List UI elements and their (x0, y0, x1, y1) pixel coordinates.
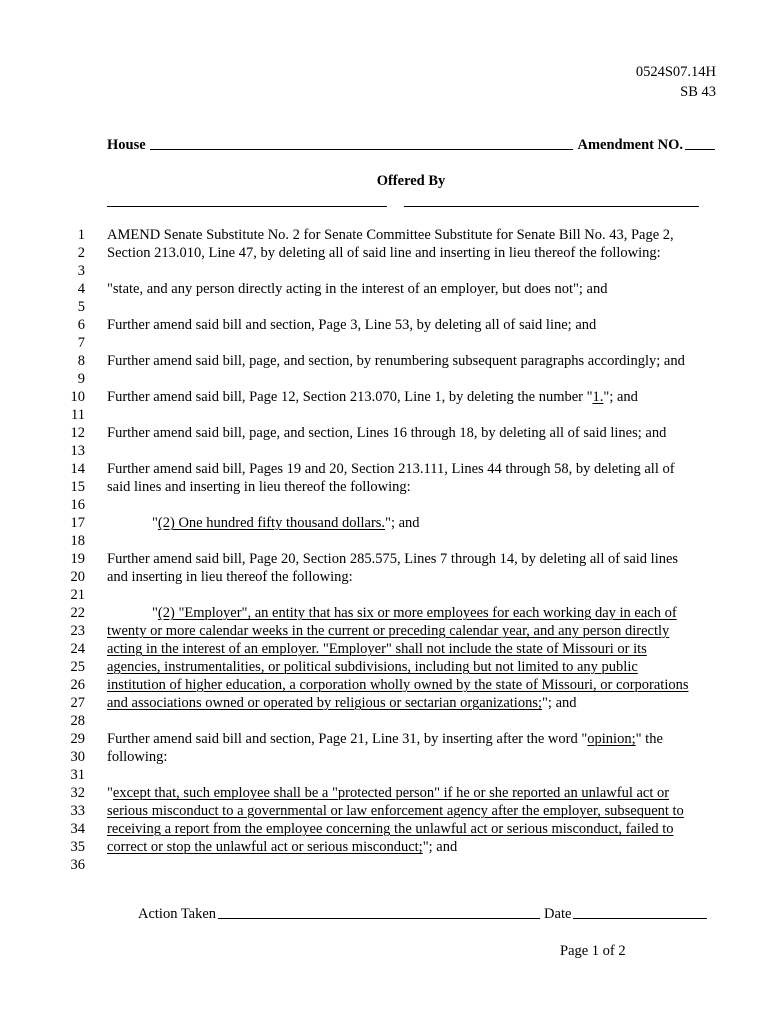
line-number: 7 (77, 335, 85, 351)
line-text (107, 226, 674, 244)
action-taken-blank (218, 918, 540, 919)
line-text (107, 694, 577, 712)
line-number: 26 (70, 677, 85, 693)
line-number: 29 (70, 731, 85, 747)
line-number: 35 (70, 839, 85, 855)
line-text (107, 784, 669, 802)
line-number: 34 (70, 821, 85, 837)
line-number: 2 (77, 245, 85, 261)
line-number: 27 (70, 695, 85, 711)
line-number: 9 (77, 371, 85, 387)
text-segment: "; and (603, 389, 638, 405)
page-number: Page 1 of 2 (560, 943, 626, 959)
line-number: 3 (77, 263, 85, 279)
line-text (107, 676, 689, 694)
line-number: 22 (70, 605, 85, 621)
line-text (107, 244, 661, 262)
text-segment: Further amend said bill and section, Page 21, Line 31, by inserting after the word " (107, 731, 588, 747)
inserted-text: correct or stop the unlawful act or serious misconduct; (107, 839, 423, 855)
text-segment: Further amend said bill and section, Page 3, Line 53, by deleting all of said line; and (107, 317, 597, 333)
inserted-text: receiving a report from the employee concerning the unlawful act or serious misconduct, failed to (107, 821, 674, 837)
line-text (107, 802, 684, 820)
text-segment: and inserting in lieu thereof the following: (107, 569, 353, 585)
line-text (107, 820, 674, 838)
line-number: 6 (77, 317, 85, 333)
line-number: 11 (71, 407, 85, 423)
line-number: 36 (70, 857, 85, 873)
line-text (107, 478, 411, 496)
inserted-text: (2) "Employer", an entity that has six or more employees for each working day in each of (157, 605, 677, 621)
line-number: 14 (70, 461, 85, 477)
line-number: 23 (70, 623, 85, 639)
line-number: 18 (70, 533, 85, 549)
line-text (107, 388, 638, 406)
inserted-text: and associations owned or operated by religious or sectarian organizations; (107, 695, 543, 711)
text-segment: Section 213.010, Line 47, by deleting all of said line and inserting in lieu thereof the following: (107, 245, 661, 261)
line-text (107, 424, 666, 442)
line-text (107, 730, 663, 748)
inserted-text: opinion; (587, 731, 636, 747)
action-taken-label: Action Taken (138, 906, 217, 922)
line-number: 15 (70, 479, 85, 495)
line-text (152, 514, 420, 532)
house-label: House (107, 137, 146, 153)
sponsor-line-right (404, 206, 699, 207)
date-label: Date (544, 906, 572, 922)
date-blank (573, 918, 707, 919)
line-number: 16 (70, 497, 85, 513)
offered-by-label: Offered By (376, 173, 446, 189)
text-segment: Further amend said bill, Page 12, Section 213.070, Line 1, by deleting the number " (107, 389, 593, 405)
amendment-number-blank (685, 149, 715, 150)
line-number: 25 (70, 659, 85, 675)
line-text (107, 748, 167, 766)
line-number: 20 (70, 569, 85, 585)
line-number: 4 (77, 281, 85, 297)
inserted-text: 1. (592, 389, 604, 405)
line-text (107, 622, 669, 640)
text-segment: "state, and any person directly acting in the interest of an employer, but does not"; and (107, 281, 608, 297)
line-text (107, 838, 457, 856)
line-text (107, 316, 596, 334)
document-code: 0524S07.14H (635, 64, 716, 80)
line-text (152, 604, 677, 622)
text-segment: Further amend said bill, page, and section, Lines 16 through 18, by deleting all of said lines; and (107, 425, 667, 441)
line-text (107, 550, 678, 568)
line-number: 1 (77, 227, 85, 243)
line-number: 21 (70, 587, 85, 603)
text-segment: Further amend said bill, Pages 19 and 20, Section 213.111, Lines 44 through 58, by deleting all of (107, 461, 675, 477)
line-text (107, 640, 647, 658)
text-segment: following: (107, 749, 168, 765)
line-number: 13 (70, 443, 85, 459)
house-blank-line (150, 149, 574, 150)
inserted-text: (2) One hundred fifty thousand dollars. (157, 515, 386, 531)
line-number: 30 (70, 749, 85, 765)
text-segment: "; and (542, 695, 577, 711)
action-footer (138, 906, 718, 923)
line-text (107, 658, 638, 676)
line-number: 33 (70, 803, 85, 819)
line-text (107, 568, 353, 586)
text-segment: " (107, 785, 113, 801)
inserted-text: except that, such employee shall be a "protected person" if he or she reported an unlawful act or (112, 785, 670, 801)
line-number: 17 (70, 515, 85, 531)
inserted-text: twenty or more calendar weeks in the current or preceding calendar year, and any person directly (107, 623, 670, 639)
bill-number: SB 43 (680, 84, 716, 100)
text-segment: " the (635, 731, 663, 747)
line-number: 12 (70, 425, 85, 441)
text-segment: "; and (422, 839, 458, 855)
text-segment: Further amend said bill, page, and section, by renumbering subsequent paragraphs accordingly; and (107, 353, 685, 369)
line-number: 28 (70, 713, 85, 729)
inserted-text: acting in the interest of an employer. "Employer" shall not include the state of Missouri or its (107, 641, 647, 657)
inserted-text: agencies, instrumentalities, or political subdivisions, including but not limited to any public (107, 659, 638, 675)
text-segment: Further amend said bill, Page 20, Section 285.575, Lines 7 through 14, by deleting all of said lines (107, 551, 679, 567)
line-number: 31 (70, 767, 85, 783)
inserted-text: serious misconduct to a governmental or law enforcement agency after the employer, subsequent to (107, 803, 684, 819)
text-segment: "; and (385, 515, 420, 531)
amendment-number-label: Amendment NO. (577, 137, 683, 153)
text-segment: said lines and inserting in lieu thereof the following: (107, 479, 411, 495)
line-text (107, 352, 685, 370)
line-number: 10 (70, 389, 85, 405)
text-segment: " (152, 605, 158, 621)
line-number: 8 (77, 353, 85, 369)
inserted-text: institution of higher education, a corporation wholly owned by the state of Missouri, or corporations (107, 677, 689, 693)
line-number: 19 (70, 551, 85, 567)
line-text (107, 280, 608, 298)
amendment-header (107, 137, 715, 154)
document-id (636, 62, 716, 102)
text-segment: " (152, 515, 158, 531)
line-number: 24 (70, 641, 85, 657)
line-number: 5 (77, 299, 85, 315)
line-number: 32 (70, 785, 85, 801)
sponsor-line-left (107, 206, 387, 207)
line-text (107, 460, 675, 478)
text-segment: AMEND Senate Substitute No. 2 for Senate Committee Substitute for Senate Bill No. 43, Page 2, (107, 227, 674, 243)
